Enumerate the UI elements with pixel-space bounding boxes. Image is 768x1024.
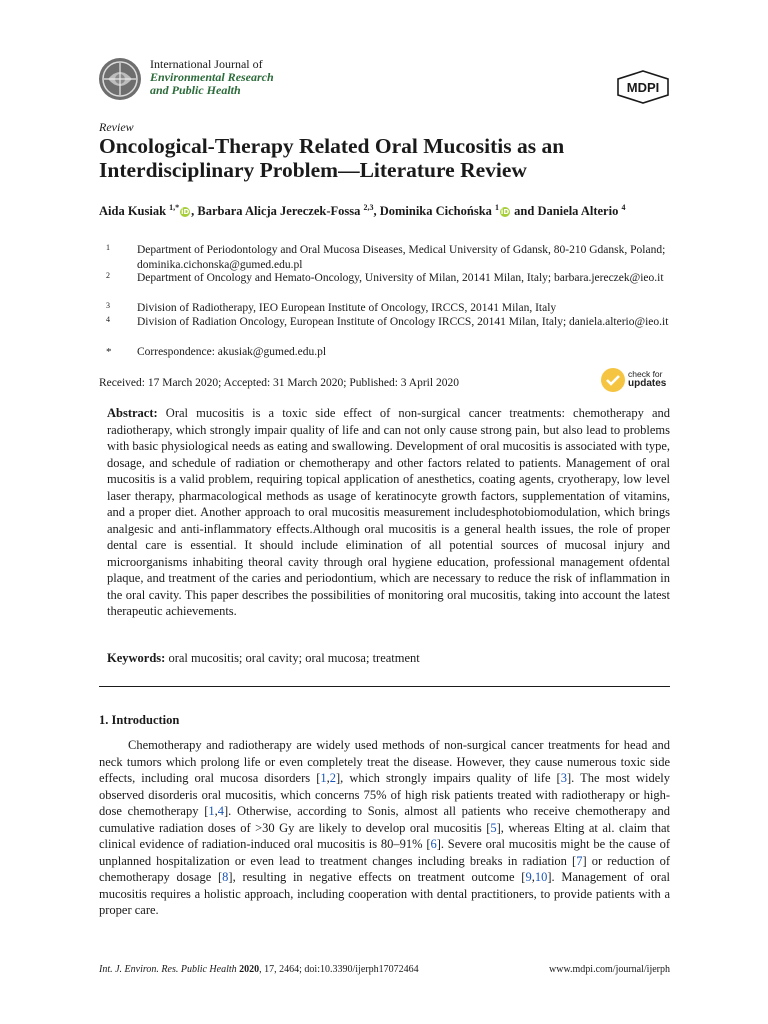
citation-link[interactable]: 9 [525, 870, 532, 884]
footer-year: 2020 [239, 964, 260, 975]
affiliation-number: * [106, 346, 112, 358]
article-type: Review [99, 120, 134, 134]
author-separator: and [511, 204, 538, 218]
footer-url[interactable]: www.mdpi.com/journal/ijerph [549, 964, 670, 975]
author-list [99, 203, 699, 219]
body-text: ], which strongly impairs quality of life [ [336, 771, 561, 785]
citation-link[interactable]: 8 [222, 870, 229, 884]
check-updates-line2: updates [628, 378, 667, 389]
author-separator: , [191, 204, 198, 218]
abstract-label: Abstract: [107, 406, 158, 420]
body-text: ]. The most widely observed disorderis oral mucositis, which concerns 75% of high risk patients treated with radiotherapy or high-dose chemotherapy [ [99, 771, 670, 818]
orcid-icon[interactable]: iD [500, 208, 510, 216]
citation-link[interactable]: 7 [576, 853, 583, 868]
affiliation-number: 1 [106, 243, 110, 252]
section-divider [99, 686, 670, 687]
author-name: Daniela Alterio [537, 204, 619, 218]
citation-link[interactable]: 2 [329, 771, 336, 785]
journal-name [150, 58, 274, 97]
check-for-updates-badge[interactable] [601, 366, 681, 396]
keywords-text: oral mucositis; oral cavity; oral mucosa; treatment [168, 651, 420, 665]
body-text: ]. Otherwise, according to Sonis, almost all patients who receive chemotherapy and cumulative radiation doses of >30 Gy are likely to develop oral mucositis [ [99, 804, 670, 835]
journal-logo-icon [98, 57, 142, 101]
introduction-paragraph [99, 737, 670, 919]
body-text: ]. Management of oral mucositis requires a holistic approach, including cooperation with dental practitioners, to provide patients with a proper care. [99, 870, 670, 917]
affiliation-number: 3 [106, 301, 110, 310]
author-name: Dominika Cichońska [379, 204, 492, 218]
body-text: , [214, 804, 218, 818]
body-text: , [531, 870, 535, 884]
journal-name-line1: International Journal of [150, 57, 263, 71]
abstract [107, 405, 670, 620]
affiliation-number: 2 [106, 271, 110, 280]
keywords-label: Keywords: [107, 651, 166, 665]
publication-dates: Received: 17 March 2020; Accepted: 31 March 2020; Published: 3 April 2020 [99, 377, 459, 389]
author-separator: , [373, 204, 380, 218]
citation-link[interactable]: 1 [320, 771, 327, 785]
affiliation-number: 4 [106, 315, 110, 324]
body-text: ], whereas Elting at al. claim that clinical evidence of radiation-induced oral mucositis is 80–91% [ [99, 820, 670, 851]
footer-journal-abbrev: Int. J. Environ. Res. Public Health [99, 964, 237, 975]
journal-name-line2: Environmental Research [150, 70, 274, 84]
affiliation-text: Department of Periodontology and Oral Mucosa Diseases, Medical University of Gdansk, 80-210 Gdansk, Poland; dominika.cichonska@gumed.edu.pl [137, 244, 666, 271]
affiliation-text: Correspondence: akusiak@gumed.edu.pl [137, 346, 327, 358]
author-name: Aida Kusiak [99, 204, 167, 218]
citation-link[interactable]: 3 [560, 771, 567, 785]
section-heading-introduction: 1. Introduction [99, 713, 180, 727]
author-affiliation-sup: 2,3 [363, 202, 374, 212]
footer-citation [99, 964, 419, 975]
footer-doi: , 17, 2464; doi:10.3390/ijerph17072464 [259, 964, 419, 975]
abstract-text: Oral mucositis is a toxic side effect of non-surgical cancer treatments: chemotherapy and radiotherapy, which strongly impair quality of life and can not only cause strong pain, but also lead to problems with basic physiological needs as eating and swallowing. Development of oral mucositis is associated with type, dosage, and schedule of radiation or chemotherapy and other factors related to patients. Management of oral mucositis is a valid problem, requiring topical application of anesthetics, coating agents, cryotherapy, low level laser therapy, pharmacological methods as usage of keratinocyte growth factors, supplementation of vitamins, and a proper diet. Another approach to oral mucositis measurement includesphotobiomodulation, which brings analgesic and anti-inflammatory effects.Although oral mucositis is a general health issues, the role of proper dental care is essential. It should include elimination of all potential sources of mucosal injury and microorganisms inhabiting theoral cavity through oral hygiene education, professional management ofdental plaque, and treatment of the caries and periodontium, which are necessary to reduce the risk of inflammation in the oral cavity. This paper describes the possibilities of monitoring oral mucositis, taking into account the latest therapeutic achievements. [107, 406, 670, 618]
body-text: Chemotherapy and radiotherapy are widely used methods of non-surgical cancer treatments for head and neck tumors which prolong life or even completely treat the disease. However, they cause numerous toxic side effects, including oral mucosa disorders [ [99, 738, 670, 785]
author-affiliation-sup: 1,* [169, 202, 180, 212]
article-title: Oncological-Therapy Related Oral Mucositis as an Interdisciplinary Problem—Literature Review [99, 134, 565, 182]
affiliation-text: Division of Radiotherapy, IEO European Institute of Oncology, IRCCS, 20141 Milan, Italy [137, 302, 557, 314]
check-updates-line1: check for [628, 369, 663, 379]
citation-link[interactable]: 4 [217, 804, 224, 818]
citation-link[interactable]: 6 [430, 837, 437, 851]
author-name: Barbara Alicja Jereczek-Fossa [197, 204, 361, 218]
mdpi-logo-text: MDPI [626, 80, 660, 95]
journal-name-line3: and Public Health [150, 83, 241, 97]
affiliation-text: Department of Oncology and Hemato-Oncology, University of Milan, 20141 Milan, Italy; barbara.jereczek@ieo.it [137, 272, 664, 284]
citation-link[interactable]: 5 [490, 820, 497, 835]
body-text: ]. Severe oral mucositis might be the cause of unplanned hospitalization or even lead to treatment changes including breaks in radiation [ [99, 837, 670, 868]
author-affiliation-sup: 1 [495, 202, 500, 212]
body-text: ] or reduction of chemotherapy dosage [ [99, 853, 670, 884]
keywords [107, 651, 670, 666]
author-affiliation-sup: 4 [621, 202, 626, 212]
body-text: , [326, 771, 330, 785]
citation-link[interactable]: 1 [208, 804, 215, 818]
affiliation-text: Division of Radiation Oncology, European Institute of Oncology IRCCS, 20141 Milan, Italy; daniela.alterio@ieo.it [137, 316, 669, 328]
orcid-icon[interactable]: iD [181, 208, 190, 216]
mdpi-logo-icon [616, 70, 670, 104]
check-updates-icon [601, 368, 625, 392]
citation-link[interactable]: 10 [534, 870, 548, 884]
body-text: ], resulting in negative effects on treatment outcome [ [228, 870, 526, 884]
